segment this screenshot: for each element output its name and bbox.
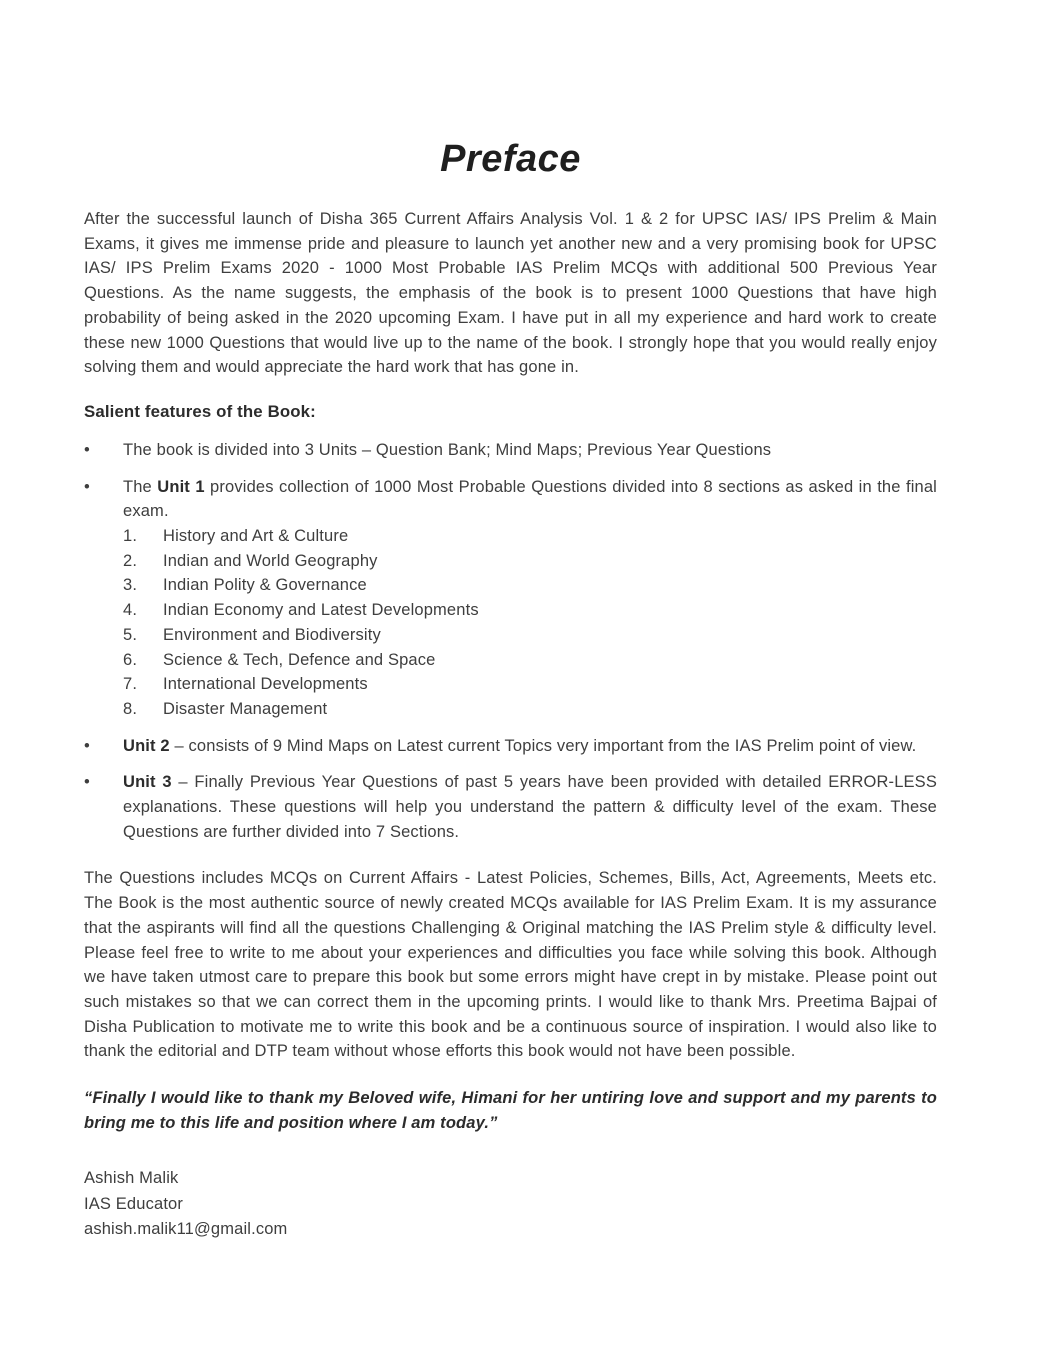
unit1-section-4 xyxy=(123,598,937,623)
unit1-section-2 xyxy=(123,549,937,574)
salient-features-heading: Salient features of the Book: xyxy=(84,401,316,421)
unit3-text-post: – Finally Previous Year Questions of past 5 years have been provided with detailed ERROR-LESS explanations. These questions will help you understand the pattern & difficulty level of the exam. These Questions are further divided into 7 Sections. xyxy=(123,773,937,841)
feature-bullet-unit2 xyxy=(84,734,937,759)
unit3-label: Unit 3 xyxy=(123,773,172,792)
section-number: 8. xyxy=(123,699,138,718)
section-number: 4. xyxy=(123,601,138,620)
unit1-label: Unit 1 xyxy=(157,477,205,496)
section-label: Indian Polity & Governance xyxy=(163,576,367,595)
author-name: Ashish Malik xyxy=(84,1169,179,1188)
unit1-section-8 xyxy=(123,697,937,722)
unit1-section-5 xyxy=(123,623,937,648)
unit1-text-post: provides collection of 1000 Most Probable Questions divided into 8 sections as asked in the final exam. xyxy=(123,477,937,521)
author-role: IAS Educator xyxy=(84,1194,184,1213)
section-label: Science & Tech, Defence and Space xyxy=(163,650,436,669)
feature-bullet-unit1-body xyxy=(123,475,937,722)
author-email: ashish.malik11@gmail.com xyxy=(84,1220,288,1239)
section-label: Indian Economy and Latest Developments xyxy=(163,601,479,620)
acknowledgement-quote: “Finally I would like to thank my Beloved wife, Himani for her untiring love and support and my parents to bring me to this life and position where I am today.” xyxy=(84,1089,937,1133)
unit1-section-6 xyxy=(123,648,937,673)
bullet-marker: • xyxy=(84,440,90,459)
feature-bullet-unit2-text xyxy=(123,734,937,759)
section-label: Indian and World Geography xyxy=(163,551,378,570)
section-label: International Developments xyxy=(163,675,368,694)
signature-block xyxy=(84,1166,937,1243)
section-number: 3. xyxy=(123,576,138,595)
feature-bullet-unit3 xyxy=(84,770,937,844)
feature-bullet-units-text: The book is divided into 3 Units – Question Bank; Mind Maps; Previous Year Questions xyxy=(123,440,772,459)
unit1-sections-list xyxy=(123,524,937,722)
page-title: Preface xyxy=(440,138,581,180)
section-number: 2. xyxy=(123,551,138,570)
intro-paragraph: After the successful launch of Disha 365 Current Affairs Analysis Vol. 1 & 2 for UPSC IAS/ IPS Prelim & Main Exams, it gives me immense pride and pleasure to launch yet another new and a very promising book for UPSC IAS/ IPS Prelim Exams 2020 - 1000 Most Probable IAS Prelim MCQs with additional 500 Previous Year Questions. As the name suggests, the emphasis of the book is to present 1000 Questions that have high probability of being asked in the 2020 upcoming Exam. I have put in all my experience and hard work to create these new 1000 Questions that would live up to the name of the book. I strongly hope that you would really enjoy solving them and would appreciate the hard work that has gone in. xyxy=(84,210,937,377)
section-label: History and Art & Culture xyxy=(163,527,349,546)
section-label: Environment and Biodiversity xyxy=(163,625,381,644)
section-number: 6. xyxy=(123,650,138,669)
feature-bullet-unit2-body xyxy=(123,734,937,759)
bullet-marker: • xyxy=(84,736,90,755)
section-number: 5. xyxy=(123,625,138,644)
unit1-section-7 xyxy=(123,672,937,697)
feature-bullet-unit1-text xyxy=(123,475,937,524)
feature-bullet-unit1 xyxy=(84,475,937,722)
feature-bullet-units-body xyxy=(123,438,937,463)
section-number: 7. xyxy=(123,675,138,694)
unit1-section-1 xyxy=(123,524,937,549)
unit1-section-3 xyxy=(123,573,937,598)
section-number: 1. xyxy=(123,527,138,546)
bullet-marker: • xyxy=(84,477,90,496)
bullet-marker: • xyxy=(84,773,90,792)
unit1-text-pre: The xyxy=(123,477,158,496)
feature-bullet-units xyxy=(84,438,937,463)
feature-bullet-unit3-text xyxy=(123,770,937,844)
section-label: Disaster Management xyxy=(163,699,328,718)
feature-bullet-unit3-body xyxy=(123,770,937,844)
unit2-label: Unit 2 xyxy=(123,736,170,755)
unit2-text-post: – consists of 9 Mind Maps on Latest current Topics very important from the IAS Prelim point of view. xyxy=(169,736,917,755)
closing-paragraph: The Questions includes MCQs on Current Affairs - Latest Policies, Schemes, Bills, Act, Agreements, Meets etc. The Book is the most authentic source of newly created MCQs available for IAS Prelim Exam. It is my assurance that the aspirants will find all the questions Challenging & Original matching the IAS Prelim style & difficulty level. Please feel free to write to me about your experiences and difficulties you face while solving this book. Although we have taken utmost care to prepare this book but some errors might have crept in by mistake. Please point out such mistakes so that we can correct them in the upcoming prints. I would like to thank Mrs. Preetima Bajpai of Disha Publication to motivate me to write this book and be a continuous source of inspiration. I would also like to thank the editorial and DTP team without whose efforts this book would not have been possible. xyxy=(84,869,937,1061)
